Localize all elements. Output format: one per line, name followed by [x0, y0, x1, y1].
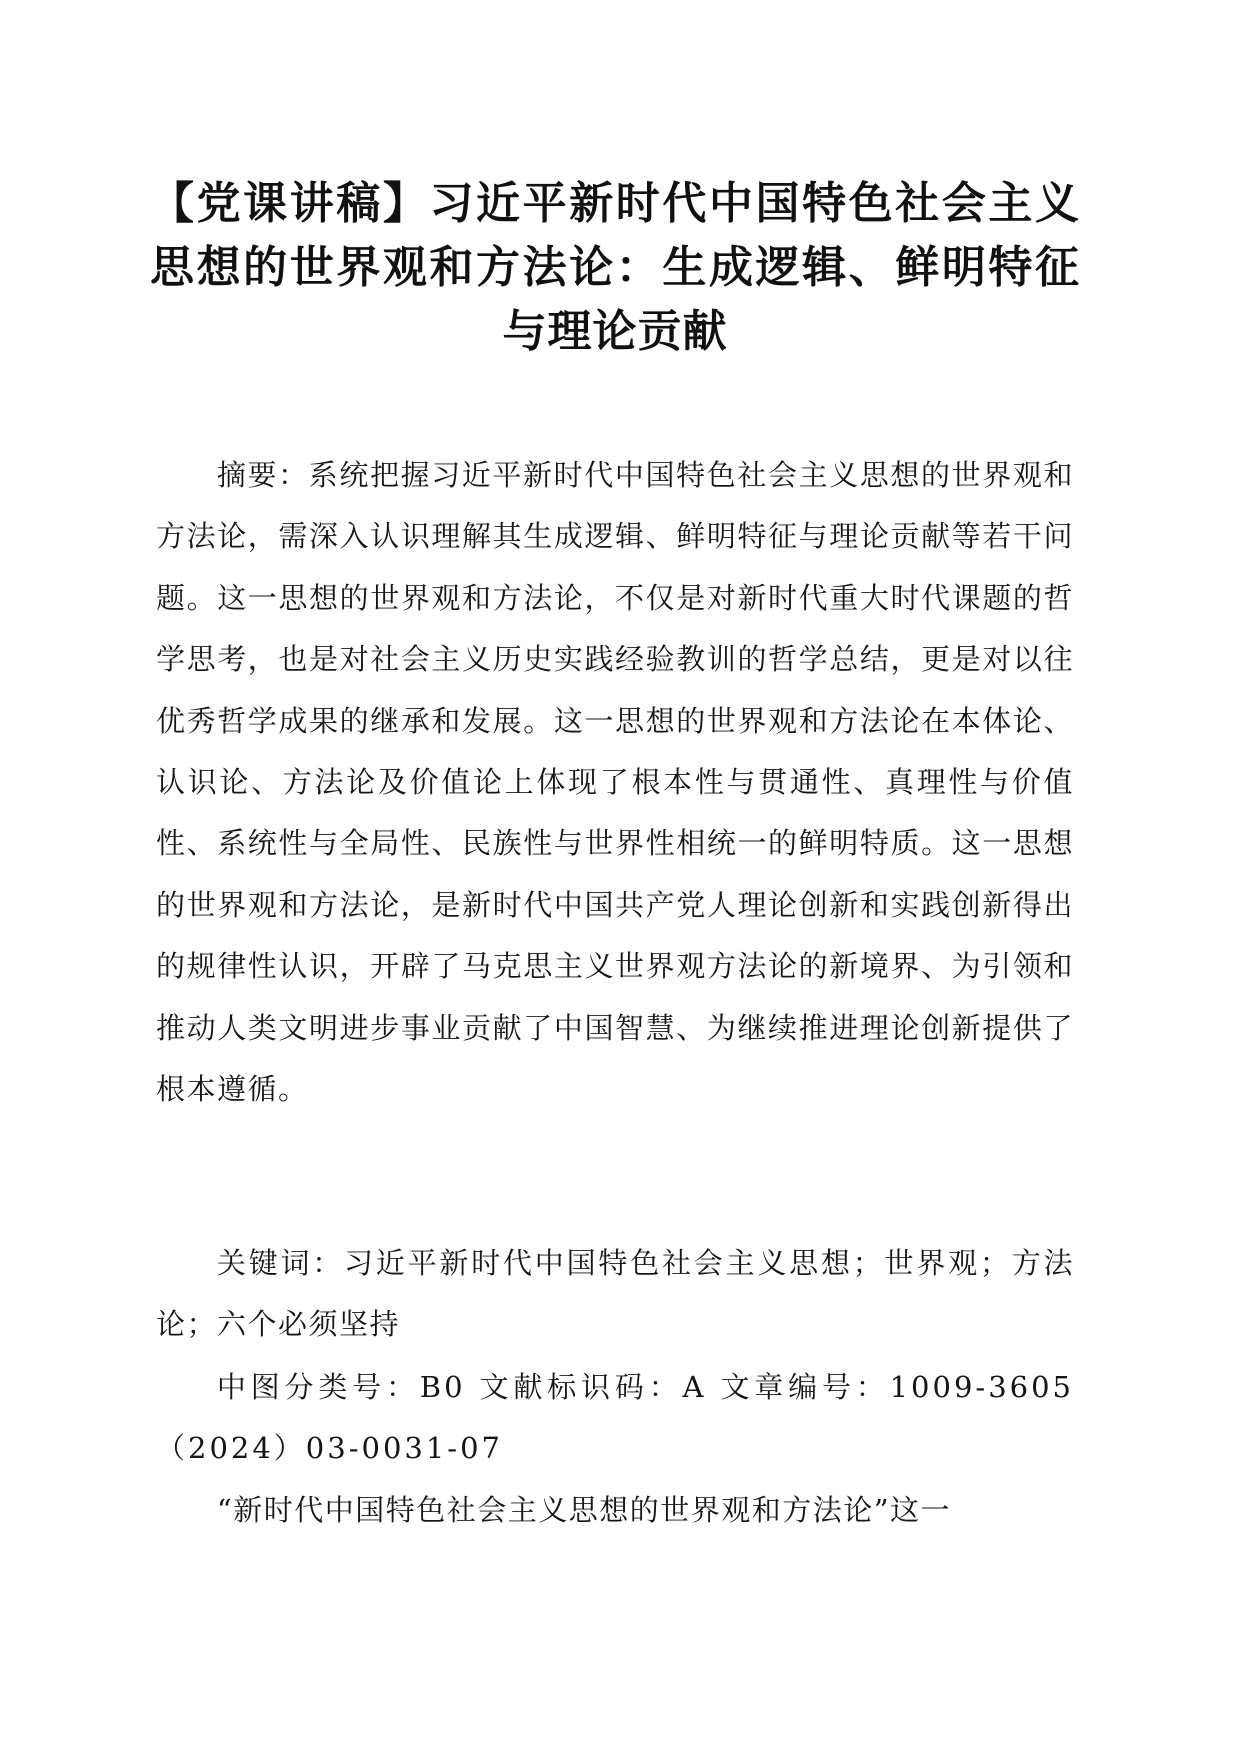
classification-line: 中图分类号：B0 文献标识码：A 文章编号：1009-3605（2024）03-0031-07 — [156, 1370, 1074, 1466]
body-paragraph: “新时代中国特色社会主义思想的世界观和方法论”这一 — [216, 1493, 952, 1527]
document-title: 【党课讲稿】习近平新时代中国特色社会主义思想的世界观和方法论：生成逻辑、鲜明特征与理论贡献 — [150, 178, 1080, 357]
keywords-paragraph: 关键词：习近平新时代中国特色社会主义思想；世界观；方法论；六个必须坚持 — [156, 1246, 1074, 1342]
abstract-paragraph: 摘要：系统把握习近平新时代中国特色社会主义思想的世界观和方法论，需深入认识理解其生成逻辑、鲜明特征与理论贡献等若干问题。这一思想的世界观和方法论，不仅是对新时代重大时代课题的哲学思考，也是对社会主义历史实践经验教训的哲学总结，更是对以往优秀哲学成果的继承和发展。这一思想的世界观和方法论在本体论、认识论、方法论及价值论上体现了根本性与贯通性、真理性与价值性、系统性与全局性、民族性与世界性相统一的鲜明特质。这一思想的世界观和方法论，是新时代中国共产党人理论创新和实践创新得出的规律性认识，开辟了马克思主义世界观方法论的新境界、为引领和推动人类文明进步事业贡献了中国智慧、为继续推进理论创新提供了根本遵循。 — [156, 458, 1074, 1107]
